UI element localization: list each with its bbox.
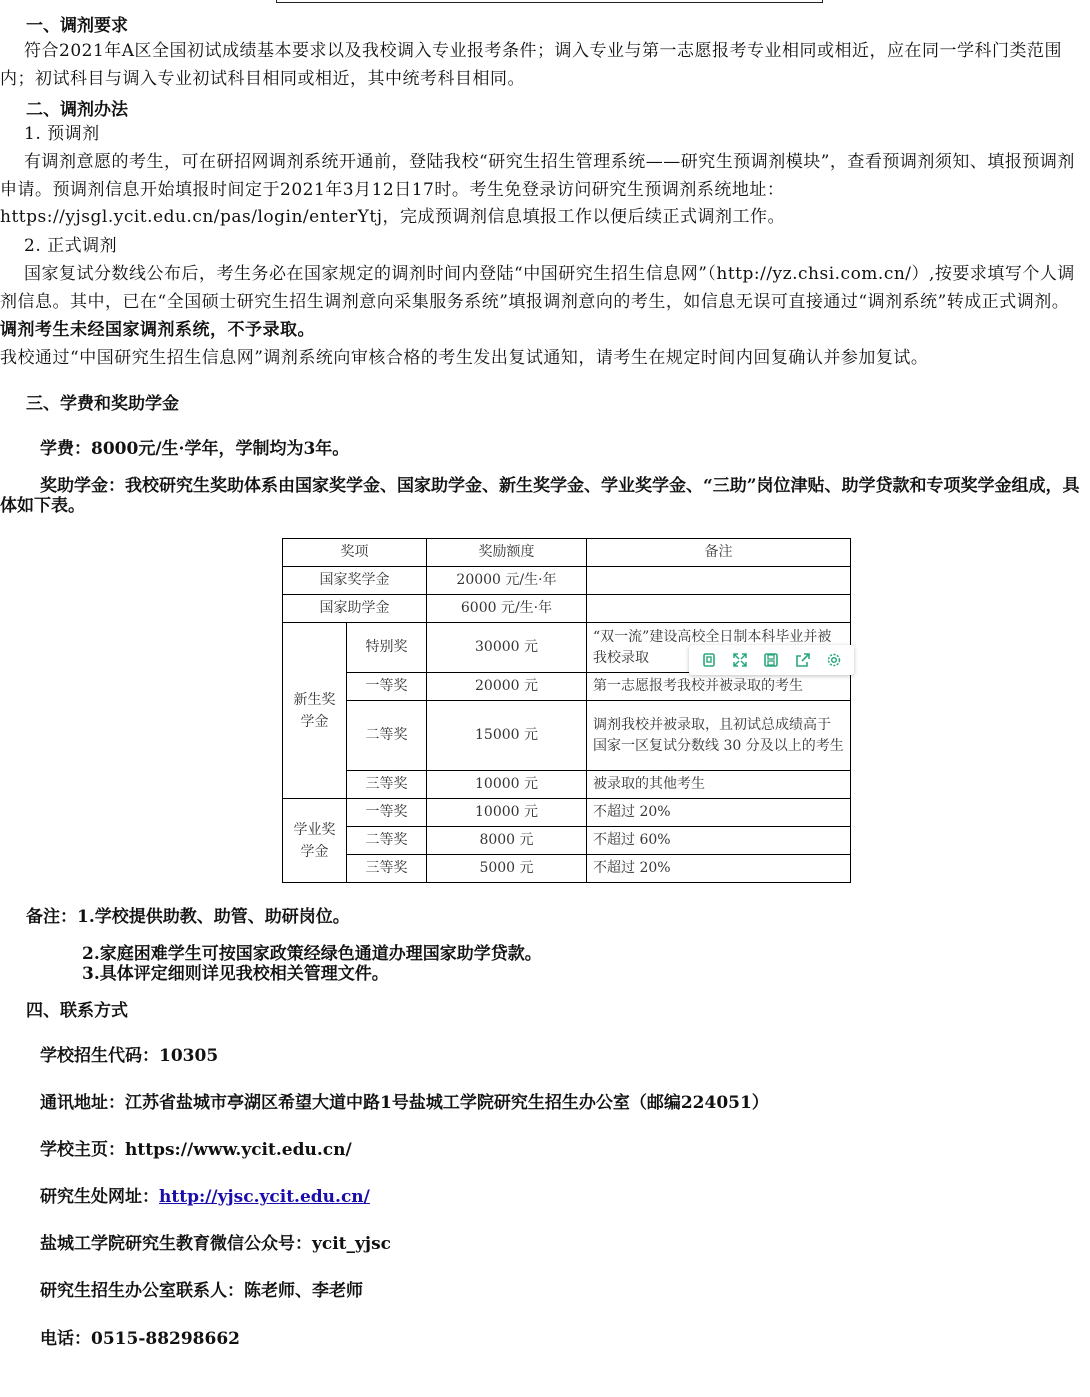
award-name: 国家奖学金 (283, 567, 427, 595)
award-note: “双一流”建设高校全日制本科毕业并被我校录取 (587, 623, 851, 673)
formal-adjust-text: 国家复试分数线公布后，考生务必在国家规定的调剂时间内登陆“中国研究生招生信息网”（http://yz.chsi.com.cn/）,按要求填写个人调剂信息。其中，已在“全国硕士研究生招生调剂意向采集服务系统”填报调剂意向的考生，如信息无误可直接通过“调剂系统”转成正式调剂。 (0, 264, 1075, 312)
mailing-address: 通讯地址：江苏省盐城市亭湖区希望大道中路1号盐城工学院研究生招生办公室（邮编224051） (40, 1093, 769, 1113)
table-header-row (283, 539, 851, 567)
formal-adjust-subheading: 2. 正式调剂 (24, 236, 118, 256)
award-level: 一等奖 (347, 799, 427, 827)
table-row (283, 595, 851, 623)
floating-toolbar (689, 645, 854, 675)
school-homepage: 学校主页：https://www.ycit.edu.cn/ (40, 1140, 352, 1160)
section3-heading: 三、学费和奖助学金 (26, 394, 179, 414)
header-amount: 奖励额度 (427, 539, 587, 567)
scholarship-intro: 奖助学金：我校研究生奖助体系由国家奖学金、国家助学金、新生奖学金、学业奖学金、“三助”岗位津贴、助学贷款和专项奖学金组成，具体如下表。 (0, 476, 1080, 516)
award-note: 不超过 20% (587, 855, 851, 883)
award-level: 二等奖 (347, 701, 427, 771)
table-row (283, 673, 851, 701)
note-3: 3.具体评定细则详见我校相关管理文件。 (82, 964, 389, 984)
award-level: 特别奖 (347, 623, 427, 673)
section1-heading: 一、调剂要求 (26, 16, 128, 36)
award-note: 被录取的其他考生 (587, 771, 851, 799)
award-note: 第一志愿报考我校并被录取的考生 (587, 673, 851, 701)
grad-office-website-line (40, 1182, 370, 1207)
freshman-group-label: 新生奖学金 (283, 623, 347, 799)
award-level: 三等奖 (347, 855, 427, 883)
formal-adjust-bold-warning: 调剂考生未经国家调剂系统，不予录取。 (0, 320, 315, 340)
table-row (283, 771, 851, 799)
grad-office-label: 研究生处网址： (40, 1187, 159, 1207)
award-amount: 20000 元/生·年 (427, 567, 587, 595)
retest-notice-paragraph: 我校通过“中国研究生招生信息网”调剂系统向审核合格的考生发出复试通知，请考生在规定时间内回复确认并参加复试。 (0, 348, 929, 368)
note-2: 2.家庭困难学生可按国家政策经绿色通道办理国家助学贷款。 (82, 944, 542, 964)
share-icon[interactable] (793, 650, 813, 670)
table-row (283, 799, 851, 827)
settings-icon[interactable] (824, 650, 844, 670)
award-amount: 15000 元 (427, 701, 587, 771)
note-1: 1.学校提供助教、助管、助研岗位。 (77, 907, 350, 927)
table-row (283, 855, 851, 883)
pre-adjust-paragraph: 有调剂意愿的考生，可在研招网调剂系统开通前，登陆我校“研究生招生管理系统——研究生预调剂模块”，查看预调剂须知、填报预调剂申请。预调剂信息开始填报时间定于2021年3月12日17时。考生免登录访问研究生预调剂系统地址： (0, 152, 1075, 200)
table-row (283, 701, 851, 771)
academic-group-label: 学业奖学金 (283, 799, 347, 883)
award-level: 一等奖 (347, 673, 427, 701)
wechat-account: 盐城工学院研究生教育微信公众号：ycit_yjsc (40, 1234, 391, 1254)
notes-line-1 (26, 902, 350, 927)
award-amount: 20000 元 (427, 673, 587, 701)
section1-paragraph: 符合2021年A区全国初试成绩基本要求以及我校调入专业报考条件；调入专业与第一志愿报考专业相同或相近，应在同一学科门类范围内；初试科目与调入专业初试科目相同或相近，其中统考科目相同。 (0, 41, 1063, 89)
scholarship-table (282, 538, 851, 883)
header-award: 奖项 (283, 539, 427, 567)
award-note (587, 567, 851, 595)
award-amount: 6000 元/生·年 (427, 595, 587, 623)
award-level: 二等奖 (347, 827, 427, 855)
award-name: 国家助学金 (283, 595, 427, 623)
grad-office-link[interactable]: http://yjsc.ycit.edu.cn/ (159, 1187, 370, 1207)
pre-adjust-url-line: https://yjsgl.ycit.edu.cn/pas/login/enterYtj，完成预调剂信息填报工作以便后续正式调剂工作。 (0, 207, 786, 227)
school-code: 学校招生代码：10305 (40, 1046, 219, 1066)
award-note: 不超过 60% (587, 827, 851, 855)
award-level: 三等奖 (347, 771, 427, 799)
copy-icon[interactable] (699, 650, 719, 670)
award-amount: 10000 元 (427, 771, 587, 799)
tuition-line: 学费：8000元/生·学年，学制均为3年。 (40, 439, 350, 459)
phone-number: 电话：0515-88298662 (40, 1329, 240, 1349)
save-icon[interactable] (761, 650, 781, 670)
table-row (283, 567, 851, 595)
section2-heading: 二、调剂办法 (26, 100, 128, 120)
notes-label: 备注： (26, 907, 77, 927)
award-note (587, 595, 851, 623)
award-amount: 5000 元 (427, 855, 587, 883)
contact-persons: 研究生招生办公室联系人：陈老师、李老师 (40, 1281, 363, 1301)
pre-adjust-subheading: 1. 预调剂 (24, 124, 100, 144)
award-amount: 8000 元 (427, 827, 587, 855)
table-row (283, 827, 851, 855)
header-note: 备注 (587, 539, 851, 567)
award-note: 调剂我校并被录取，且初试总成绩高于国家一区复试分数线 30 分及以上的考生 (587, 701, 851, 771)
award-amount: 10000 元 (427, 799, 587, 827)
award-amount: 30000 元 (427, 623, 587, 673)
expand-icon[interactable] (730, 650, 750, 670)
formal-adjust-paragraph (0, 260, 1086, 344)
award-note: 不超过 20% (587, 799, 851, 827)
section4-heading: 四、联系方式 (26, 1001, 128, 1021)
top-frame-decoration (276, 0, 823, 3)
